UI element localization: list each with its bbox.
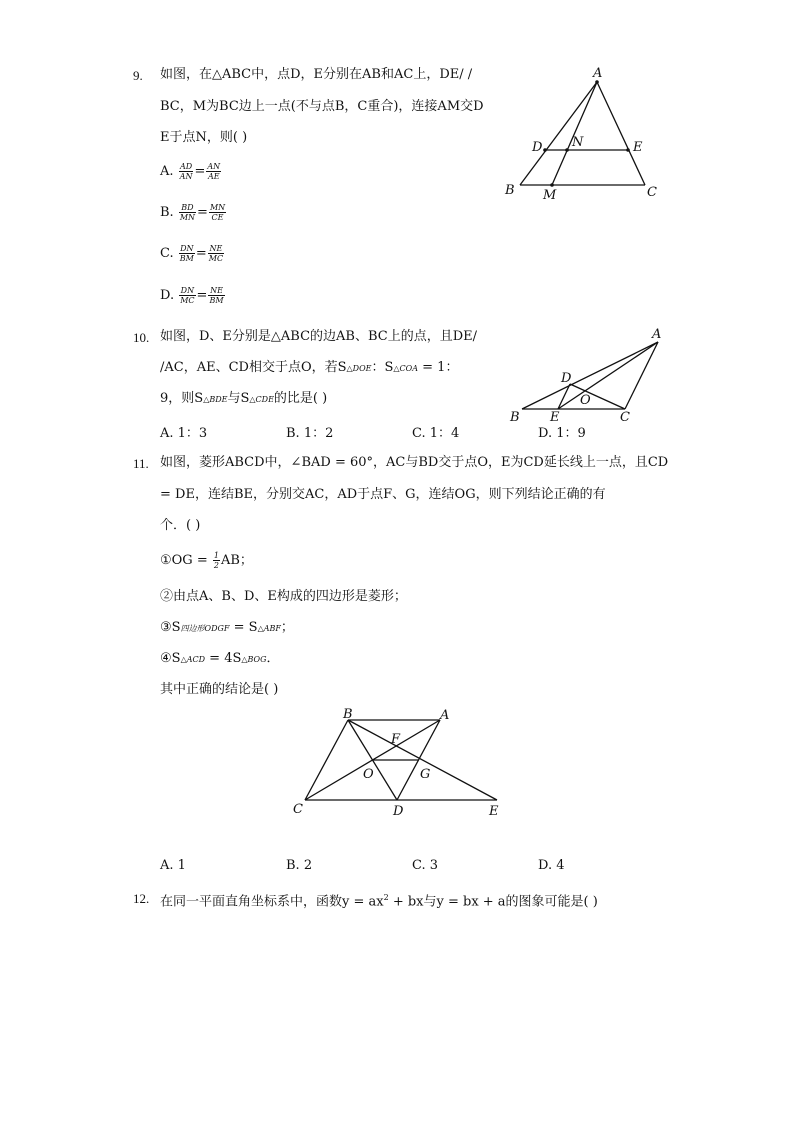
fraction: $\frac{AD}{AN}$: [179, 162, 193, 181]
label-e: E: [489, 804, 499, 819]
label-a: A: [593, 66, 603, 81]
q12-number: 12.: [133, 891, 150, 906]
label-o: O: [363, 767, 374, 782]
segment-be: [348, 720, 497, 800]
label-f: F: [391, 732, 401, 747]
q11-number: 11.: [133, 456, 149, 471]
q10-number: 10.: [133, 330, 150, 345]
q10-stem-line2: /AC，AE、CD相交于点O，若S△DOE：S△COA = 1：: [160, 360, 459, 375]
label-e: E: [633, 140, 643, 155]
q10-option-b[interactable]: B. 1：2: [286, 426, 334, 441]
q10-triangle-figure: [500, 322, 675, 427]
label-o: O: [580, 393, 591, 408]
q11-conclusion: 其中正确的结论是( ): [160, 682, 279, 697]
q12-stem: 在同一平面直角坐标系中，函数$y = ax^2$ + bx与y = bx + a的图象可能是( ): [160, 893, 598, 910]
q10-stem-line3: 9，则S△BDE与S△CDE的比是( ): [160, 391, 328, 406]
q11-stem-line1: 如图，菱形ABCD中，∠BAD = 60°，AC与BD交于点O，E为CD延长线上一点，且CD: [160, 455, 669, 470]
q11-rhombus-figure: [285, 700, 515, 825]
label-m: M: [543, 188, 557, 203]
q11-statement-4: ④S△ACD = 4S△BOG．: [160, 651, 280, 666]
q9-option-c[interactable]: C. $\frac{DN}{BM}$ = $\frac{NE}{MC}$: [160, 244, 224, 263]
segment-ac: [597, 82, 645, 185]
fraction: $\frac{DN}{BM}$: [179, 244, 194, 263]
fraction: $\frac{DN}{MC}$: [180, 286, 195, 305]
label-d: D: [532, 140, 543, 155]
label-b: B: [505, 183, 515, 198]
label-a: A: [440, 708, 450, 723]
label-g: G: [420, 767, 431, 782]
q11-statement-1: ①OG = $\frac{1}{2}$ AB；: [160, 551, 253, 570]
q11-statement-3: ③S四边形ODGF = S△ABF；: [160, 620, 294, 635]
label-b: B: [343, 707, 353, 722]
q9-stem-line3: E于点N，则( ): [160, 130, 248, 145]
q9-triangle-figure: [495, 60, 670, 205]
label-c: C: [647, 185, 657, 200]
fraction: $\frac{MN}{CE}$: [209, 203, 226, 222]
fraction: $\frac{NE}{BM}$: [209, 286, 224, 305]
q9-stem-line2: BC，M为BC边上一点(不与点B，C重合)，连接AM交D: [160, 99, 484, 114]
label-n: N: [572, 135, 584, 150]
q10-option-a[interactable]: A. 1：3: [160, 426, 208, 441]
label-e: E: [550, 410, 560, 425]
q11-stem-line2: = DE，连结BE，分别交AC，AD于点F、G，连结OG，则下列结论正确的有: [160, 487, 606, 502]
fraction: $\frac{BD}{MN}$: [179, 203, 196, 222]
q9-option-a[interactable]: A. $\frac{AD}{AN}$ = $\frac{AN}{AE}$: [160, 162, 221, 181]
segment-ac: [305, 720, 440, 800]
q11-option-a[interactable]: A. 1: [160, 858, 186, 873]
segment-ca: [625, 342, 658, 409]
q9-number: 9.: [133, 68, 143, 83]
q9-option-b[interactable]: B. $\frac{BD}{MN}$ = $\frac{MN}{CE}$: [160, 203, 226, 222]
label-d: D: [393, 804, 404, 819]
label-d: D: [561, 371, 572, 386]
label-c: C: [293, 802, 303, 817]
q11-statement-2: ②由点A、B、D、E构成的四边形是菱形；: [160, 589, 407, 604]
segment-dc: [570, 384, 625, 409]
fraction: $\frac{AN}{AE}$: [207, 162, 221, 181]
segment-ea: [558, 342, 658, 409]
q11-option-c[interactable]: C. 3: [412, 858, 439, 873]
q10-option-c[interactable]: C. 1：4: [412, 426, 460, 441]
label-a: A: [652, 327, 662, 342]
q11-option-d[interactable]: D. 4: [538, 858, 565, 873]
label-c: C: [620, 410, 630, 425]
label-b: B: [510, 410, 520, 425]
q10-stem-line1: 如图，D、E分别是△ABC的边AB、BC上的点，且DE/: [160, 329, 478, 344]
q11-option-b[interactable]: B. 2: [286, 858, 313, 873]
q9-stem-line1: 如图，在△ABC中，点D，E分别在AB和AC上，DE/ /: [160, 67, 473, 82]
q9-option-d[interactable]: D. $\frac{DN}{MC}$ = $\frac{NE}{BM}$: [160, 286, 224, 305]
q10-option-d[interactable]: D. 1：9: [538, 426, 586, 441]
q11-stem-line3: 个．( ): [160, 518, 201, 533]
fraction: $\frac{NE}{MC}$: [208, 244, 224, 263]
